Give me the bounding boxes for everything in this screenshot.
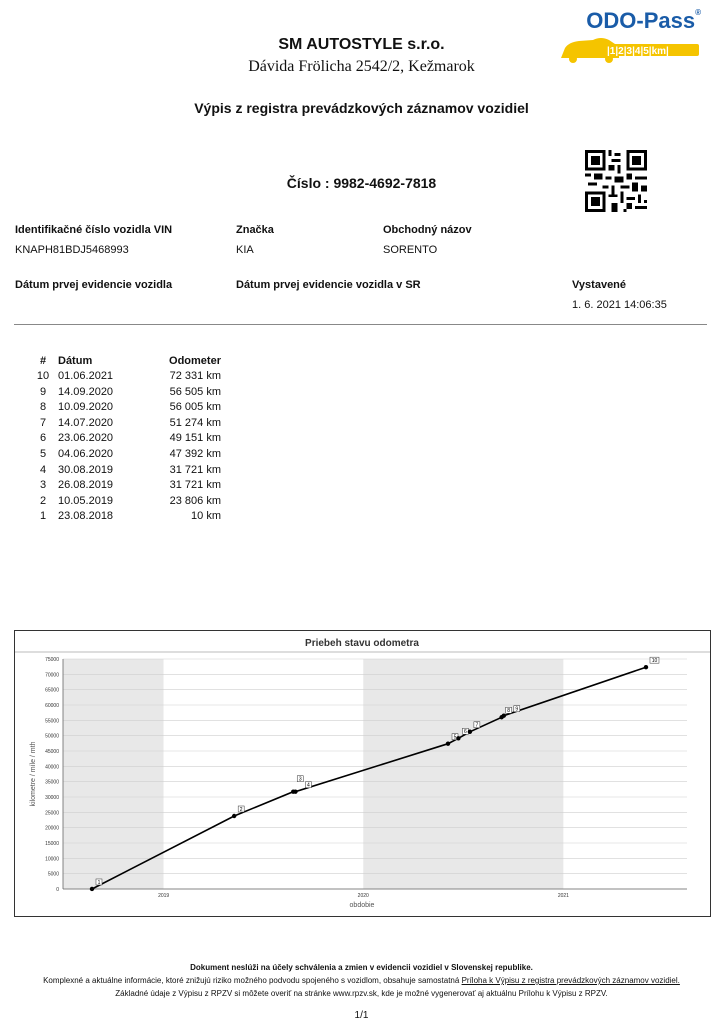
- row-date: 23.08.2018: [58, 510, 114, 523]
- y-tick-label: 70000: [45, 672, 59, 679]
- year-band: [363, 659, 563, 889]
- row-number: 5: [39, 447, 47, 460]
- logo-text: ODO-Pass: [586, 8, 696, 33]
- row-date: 10.09.2020: [58, 401, 114, 414]
- vin-label: Identifikačné číslo vozidla VIN: [15, 224, 173, 236]
- row-number: 6: [39, 432, 47, 445]
- chart-title: Priebeh stavu odometra: [305, 638, 419, 649]
- odometer-chart: [14, 630, 711, 917]
- y-tick-label: 65000: [45, 687, 59, 694]
- data-point-label: 5: [453, 734, 457, 741]
- brand-value: KIA: [236, 244, 254, 256]
- row-number: 10: [36, 370, 50, 382]
- appendix-link[interactable]: Príloha k Výpisu z registra prevádzkových záznamov vozidiel.: [461, 976, 680, 985]
- y-axis-label: kilometre / míle / mth: [30, 741, 37, 807]
- data-point: [293, 790, 297, 794]
- x-tick-label: 2020: [357, 893, 369, 899]
- data-point-label: 1: [97, 879, 101, 886]
- model-value: SORENTO: [383, 244, 438, 256]
- page-number: 1/1: [354, 1010, 369, 1021]
- row-date: 04.06.2020: [58, 447, 114, 460]
- car-icon: [551, 8, 701, 64]
- row-date: 01.06.2021: [58, 370, 114, 382]
- y-tick-label: 25000: [45, 810, 59, 817]
- y-tick-label: 40000: [45, 764, 59, 771]
- odometer-chart-svg: [15, 631, 710, 916]
- table-row: [28, 447, 221, 463]
- row-odometer: 47 392 km: [169, 447, 221, 460]
- table-row: [28, 463, 221, 479]
- footer-disclaimer: Dokument neslúži na účely schválenia a zmien v evidencii vozidiel v Slovenskej republike.: [190, 963, 533, 972]
- svg-text:|1|2|3|4|5|km|: |1|2|3|4|5|km|: [607, 46, 669, 57]
- row-number: 3: [39, 479, 47, 492]
- row-odometer: 10 km: [191, 510, 221, 523]
- row-number: 8: [39, 401, 47, 414]
- data-point: [90, 887, 94, 891]
- y-tick-label: 55000: [45, 718, 59, 725]
- vin-value: KNAPH81BDJ5468993: [15, 244, 129, 256]
- table-row: [28, 431, 221, 447]
- data-point: [453, 734, 460, 741]
- odometer-table: [28, 353, 221, 525]
- year-band: [563, 659, 687, 889]
- row-odometer: 23 806 km: [169, 494, 221, 507]
- x-axis-label: obdobie: [349, 902, 375, 909]
- column-header-number: #: [39, 354, 47, 367]
- table-row: [28, 478, 221, 494]
- y-tick-label: 50000: [45, 733, 59, 740]
- footer-verify: Základné údaje z Výpisu z RPZV si môžete overiť na stránke www.rpzv.sk, kde je možné vygenerovať aj aktuálnu Prílohu k Výpisu z RPZV.: [115, 989, 608, 998]
- y-tick-label: 60000: [45, 703, 59, 709]
- table-row: [28, 509, 221, 525]
- company-address: Dávida Frölicha 2542/2, Kežmarok: [248, 58, 475, 75]
- table-row: [28, 416, 221, 432]
- x-tick-label: 2019: [158, 893, 170, 899]
- odo-pass-logo: [551, 8, 701, 64]
- y-tick-label: 20000: [45, 825, 59, 832]
- model-label: Obchodný názov: [383, 224, 472, 236]
- y-tick-label: 10000: [45, 856, 59, 863]
- data-point-label: 10: [651, 657, 658, 664]
- data-point: [446, 741, 450, 745]
- row-date: 26.08.2019: [58, 479, 114, 492]
- y-tick-label: 30000: [45, 795, 59, 801]
- data-point-label: 3: [298, 776, 302, 783]
- x-tick-label: 2021: [557, 893, 569, 899]
- footer-info: [0, 976, 723, 985]
- table-row: [28, 369, 221, 385]
- year-band: [63, 659, 164, 889]
- data-point-label: 2: [239, 806, 243, 813]
- y-tick-label: 15000: [45, 841, 59, 847]
- year-band: [164, 659, 364, 889]
- row-odometer: 72 331 km: [169, 370, 221, 382]
- table-header-row: [28, 353, 221, 369]
- row-odometer: 49 151 km: [169, 432, 221, 445]
- column-header-date: Dátum: [58, 354, 93, 367]
- data-point-label: 7: [475, 722, 479, 729]
- data-point-label: 8: [507, 708, 510, 715]
- row-odometer: 51 274 km: [169, 416, 221, 429]
- row-odometer: 56 005 km: [169, 401, 221, 414]
- row-date: 10.05.2019: [58, 494, 114, 507]
- data-point-label: 6: [464, 729, 467, 736]
- data-point: [232, 814, 236, 818]
- first-registration-label: Dátum prvej evidencie vozidla: [15, 279, 173, 291]
- row-number: 7: [39, 416, 47, 429]
- row-odometer: 56 505 km: [169, 385, 221, 398]
- row-date: 14.07.2020: [58, 416, 114, 429]
- footer-info-text: Komplexné a aktuálne informácie, ktoré znižujú riziko možného podvodu spojeného s vozidlom, obsahuje samostatná: [43, 976, 462, 985]
- y-tick-label: 75000: [45, 657, 59, 663]
- row-date: 23.06.2020: [58, 432, 114, 445]
- first-registration-sr-label: Dátum prvej evidencie vozidla v SR: [236, 279, 421, 291]
- document-number: Číslo : 9982-4692-7818: [286, 175, 437, 191]
- company-name: SM AUTOSTYLE s.r.o.: [278, 36, 445, 53]
- data-point: [502, 714, 506, 718]
- y-tick-label: 35000: [45, 779, 59, 786]
- row-odometer: 31 721 km: [169, 479, 221, 492]
- table-row: [28, 400, 221, 416]
- data-point-label: 9: [515, 706, 519, 713]
- issued-label: Vystavené: [572, 279, 627, 291]
- table-row: [28, 385, 221, 401]
- row-date: 14.09.2020: [58, 385, 114, 398]
- data-point-label: 4: [307, 782, 310, 789]
- issued-value: 1. 6. 2021 14:06:35: [572, 299, 667, 311]
- qr-code-icon: [585, 150, 647, 212]
- divider: [14, 324, 707, 325]
- document-title: Výpis z registra prevádzkových záznamov vozidiel: [194, 100, 529, 116]
- row-odometer: 31 721 km: [169, 463, 221, 476]
- row-number: 9: [39, 385, 47, 398]
- y-tick-label: 45000: [45, 749, 59, 755]
- data-point: [468, 730, 472, 734]
- row-number: 1: [39, 510, 47, 523]
- row-number: 2: [39, 494, 47, 507]
- data-point: [644, 665, 648, 669]
- table-row: [28, 494, 221, 510]
- y-tick-label: 0: [56, 887, 59, 893]
- column-header-odometer: Odometer: [169, 354, 221, 367]
- brand-label: Značka: [236, 224, 274, 236]
- y-tick-label: 5000: [47, 871, 59, 878]
- row-date: 30.08.2019: [58, 463, 114, 476]
- logo-registered-mark: ®: [695, 8, 701, 17]
- row-number: 4: [39, 463, 47, 476]
